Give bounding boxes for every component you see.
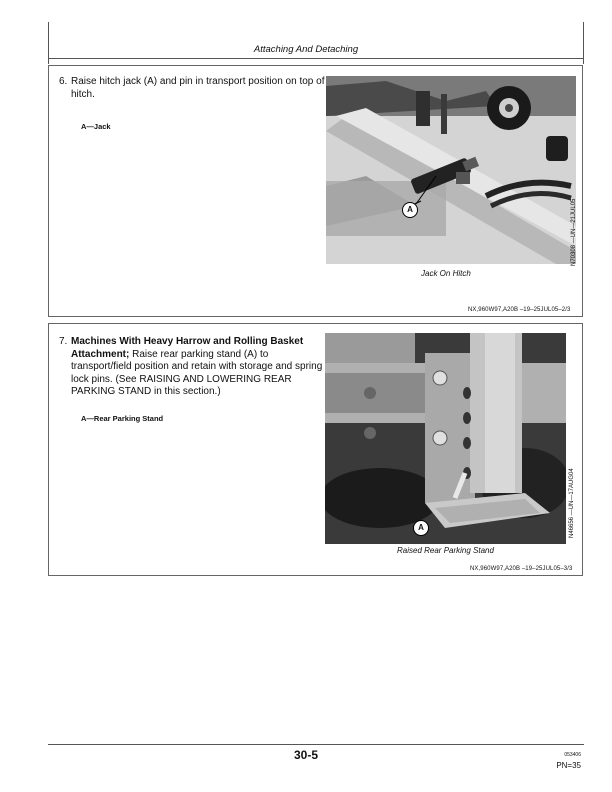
step-text: Raise rear parking stand (A) to transport/field position and retain with storage and spring lock pins. (See RAISING AND LOWERING REAR PARKING STAND in this section.) — [71, 348, 323, 397]
figure-caption: Jack On Hitch — [421, 269, 471, 278]
jack-on-hitch-illustration — [326, 76, 576, 264]
jack-on-hitch-photo — [326, 76, 576, 264]
step-6 — [59, 76, 327, 101]
reference-code: NX,960W97,A20B –19–25JUL05–2/3 — [468, 307, 571, 313]
step-7-section — [48, 323, 583, 576]
reference-code: NX,960W97,A20B –19–25JUL05–3/3 — [470, 566, 573, 572]
step-6-section — [48, 65, 583, 317]
callout-a: A — [413, 520, 429, 536]
step-text: Raise hitch jack (A) and pin in transport position on top of hitch. — [71, 76, 325, 100]
document-date: 053406 — [564, 752, 581, 758]
image-id: N46656 —UN—17AUG04 — [569, 468, 575, 538]
step-text-wrapper — [71, 336, 327, 399]
figure-caption: Raised Rear Parking Stand — [397, 546, 494, 555]
step-number: 7. — [59, 336, 68, 347]
callout-a: A — [402, 202, 418, 218]
image-id: N70308 —UN—21JUL05 — [571, 198, 577, 266]
step-bold-text: Machines With Heavy Harrow and Rolling Basket Attachment; — [71, 336, 304, 360]
page-pn: PN=35 — [556, 761, 581, 770]
header-rule — [48, 58, 584, 59]
footer-rule — [48, 744, 584, 745]
page-header-title: Attaching And Detaching — [253, 44, 359, 55]
rear-parking-stand-illustration — [325, 333, 566, 544]
step-7 — [59, 336, 327, 399]
page-number: 30-5 — [293, 748, 319, 762]
rear-parking-stand-photo — [325, 333, 566, 544]
legend-jack: A—Jack — [81, 122, 111, 131]
step-number: 6. — [59, 76, 68, 87]
legend-rear-parking-stand: A—Rear Parking Stand — [81, 414, 164, 423]
